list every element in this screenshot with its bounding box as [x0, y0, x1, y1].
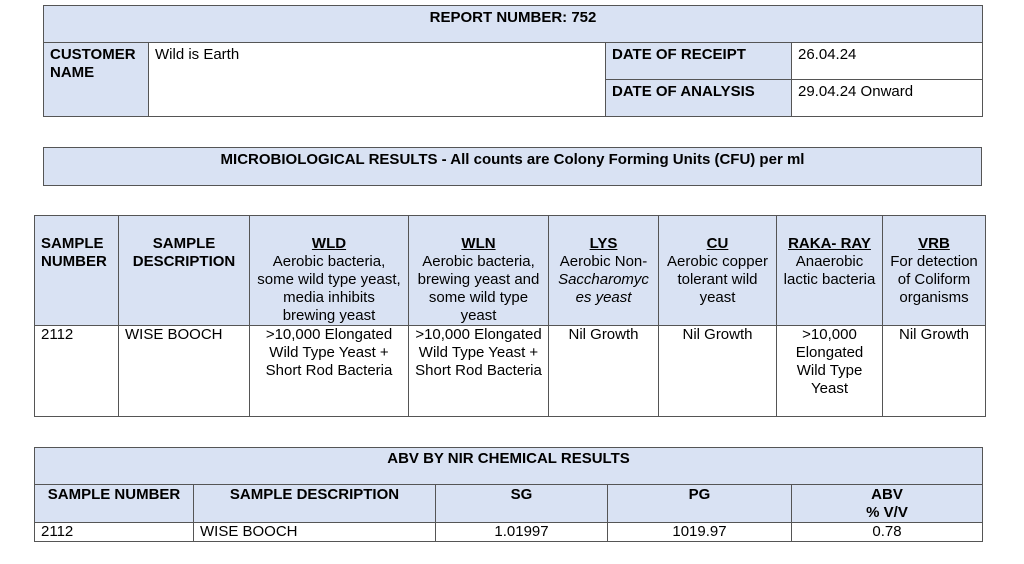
abv-results-table [34, 447, 983, 542]
header-lys [549, 216, 659, 326]
abv-result-row [35, 523, 983, 542]
result-raka-ray: >10,000 Elongated Wild Type Yeast [777, 326, 883, 417]
micro-results-table [34, 215, 986, 417]
abv-header-abv-label: ABV [871, 486, 903, 503]
lys-code: LYS [589, 235, 618, 252]
header-cu [659, 216, 777, 326]
wln-code: WLN [461, 235, 496, 252]
abv-result-sample-number: 2112 [35, 523, 194, 542]
micro-result-row [35, 326, 986, 417]
result-cu: Nil Growth [659, 326, 777, 417]
abv-header-sg: SG [436, 485, 608, 523]
micro-header-row [35, 216, 986, 326]
abv-header-row [35, 485, 983, 523]
lys-description-italic: Saccharomyces [558, 271, 649, 306]
result-sample-description: WISE BOOCH [119, 326, 250, 417]
result-lys: Nil Growth [549, 326, 659, 417]
date-of-analysis-value: 29.04.24 Onward [792, 80, 983, 117]
header-sample-description: SAMPLE DESCRIPTION [119, 216, 250, 326]
abv-title: ABV BY NIR CHEMICAL RESULTS [35, 448, 983, 485]
abv-result-sg: 1.01997 [436, 523, 608, 542]
header-vrb [883, 216, 986, 326]
abv-result-pg: 1019.97 [608, 523, 792, 542]
header-raka-ray [777, 216, 883, 326]
date-of-analysis-label: DATE OF ANALYSIS [606, 80, 792, 117]
report-header-table [43, 5, 983, 117]
abv-header-sample-description: SAMPLE DESCRIPTION [194, 485, 436, 523]
abv-header-pg: PG [608, 485, 792, 523]
vrb-description: For detection of Coliform organisms [890, 253, 978, 306]
header-sample-number: SAMPLE NUMBER [35, 216, 119, 326]
abv-header-abv-unit: % V/V [866, 504, 908, 521]
customer-name-value: Wild is Earth [149, 43, 606, 117]
wld-description: Aerobic bacteria, some wild type yeast, media inhibits brewing yeast [257, 253, 401, 324]
result-wld: >10,000 Elongated Wild Type Yeast + Short Rod Bacteria [250, 326, 409, 417]
abv-result-abv: 0.78 [792, 523, 983, 542]
abv-header-abv [792, 485, 983, 523]
abv-header-sample-number: SAMPLE NUMBER [35, 485, 194, 523]
micro-title-table [43, 147, 982, 186]
lys-description-part2: yeast [595, 289, 632, 306]
header-wln [409, 216, 549, 326]
vrb-code: VRB [918, 235, 950, 252]
abv-result-sample-description: WISE BOOCH [194, 523, 436, 542]
report-number: REPORT NUMBER: 752 [44, 6, 983, 43]
raka-ray-code: RAKA- RAY [788, 235, 871, 252]
cu-code: CU [706, 235, 729, 252]
date-of-receipt-value: 26.04.24 [792, 43, 983, 80]
micro-title: MICROBIOLOGICAL RESULTS - All counts are Colony Forming Units (CFU) per ml [44, 148, 982, 186]
wld-code: WLD [311, 235, 347, 252]
wln-description: Aerobic bacteria, brewing yeast and some wild type yeast [417, 253, 540, 324]
lys-description-part1: Aerobic Non- [559, 253, 648, 270]
customer-name-label: CUSTOMER NAME [44, 43, 149, 117]
result-wln: >10,000 Elongated Wild Type Yeast + Short Rod Bacteria [409, 326, 549, 417]
cu-description: Aerobic copper tolerant wild yeast [667, 253, 768, 306]
date-of-receipt-label: DATE OF RECEIPT [606, 43, 792, 80]
lys-description [555, 253, 652, 307]
header-wld [250, 216, 409, 326]
result-sample-number: 2112 [35, 326, 119, 417]
raka-ray-description: Anaerobic lactic bacteria [783, 253, 876, 288]
result-vrb: Nil Growth [883, 326, 986, 417]
